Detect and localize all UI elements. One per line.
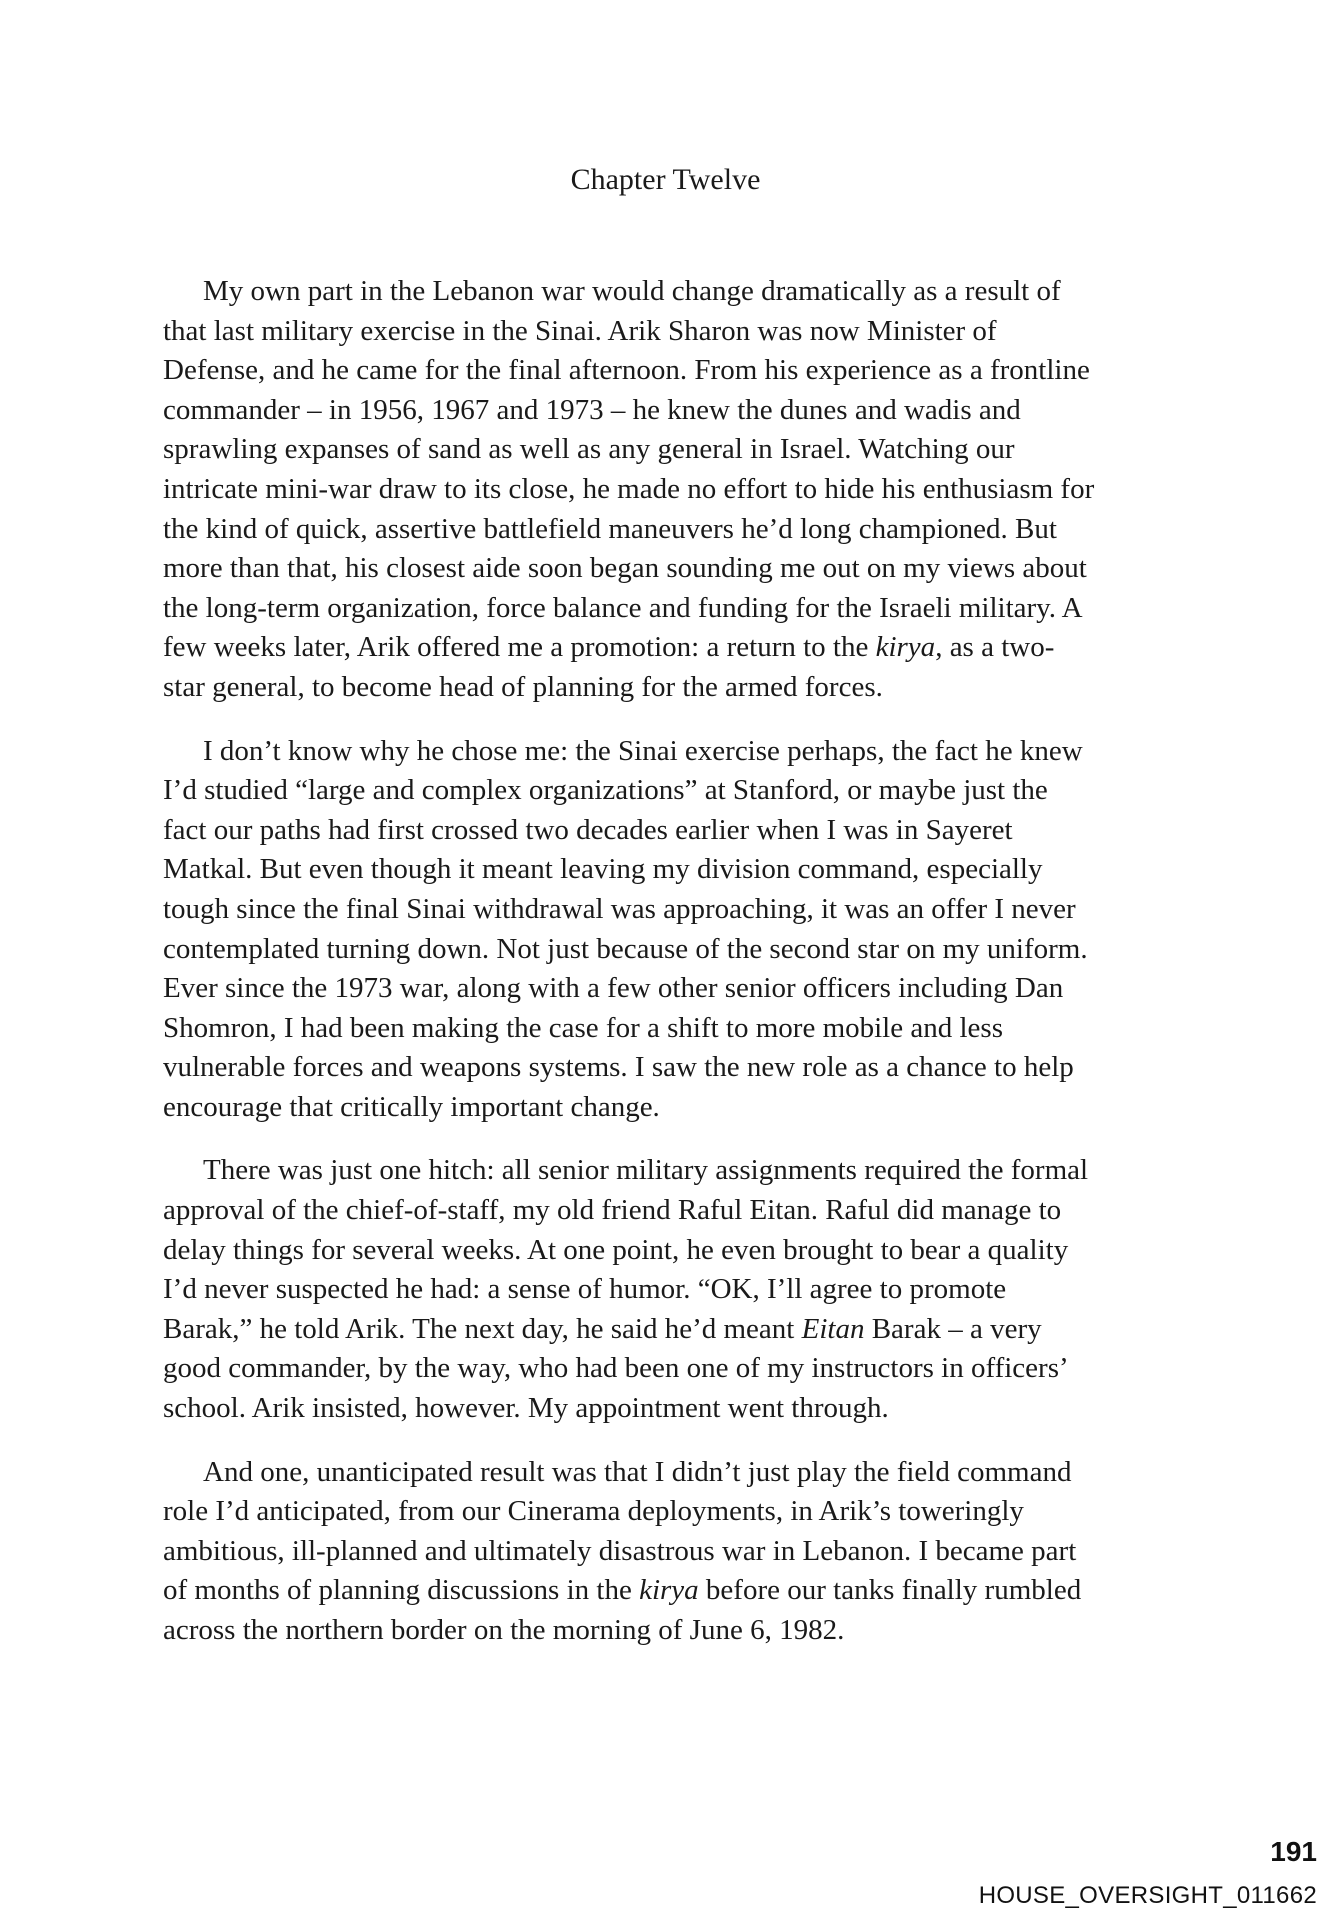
text-segment: school. Arik insisted, however. My appointment went through. bbox=[163, 1392, 889, 1425]
text-segment: contemplated turning down. Not just because of the second star on my uniform. bbox=[163, 932, 1088, 965]
text-segment: the long-term organization, force balance and funding for the Israeli military. A bbox=[163, 591, 1083, 624]
text-line bbox=[163, 470, 1173, 510]
text-segment: I’d studied “large and complex organizations” at Stanford, or maybe just the bbox=[163, 774, 1048, 807]
text-segment: of months of planning discussions in the bbox=[163, 1574, 640, 1607]
text-line bbox=[163, 351, 1173, 391]
text-segment: commander – in 1956, 1967 and 1973 – he knew the dunes and wadis and bbox=[163, 393, 1021, 426]
text-segment: intricate mini-war draw to its close, he made no effort to hide his enthusiasm for bbox=[163, 472, 1095, 505]
text-segment: Barak,” he told Arik. The next day, he said he’d meant bbox=[163, 1312, 802, 1345]
text-line bbox=[163, 272, 1173, 312]
text-line bbox=[163, 668, 1173, 708]
text-line bbox=[163, 1088, 1173, 1128]
text-segment: Matkal. But even though it meant leaving my division command, especially bbox=[163, 853, 1043, 886]
text-segment: good commander, by the way, who had been one of my instructors in officers’ bbox=[163, 1352, 1069, 1385]
text-line bbox=[163, 771, 1173, 811]
text-line bbox=[163, 430, 1173, 470]
text-line bbox=[163, 549, 1173, 589]
text-line bbox=[163, 1231, 1173, 1271]
text-segment: approval of the chief-of-staff, my old friend Raful Eitan. Raful did manage to bbox=[163, 1194, 1062, 1227]
text-line bbox=[163, 850, 1173, 890]
text-segment: My own part in the Lebanon war would change dramatically as a result of bbox=[203, 275, 1061, 307]
text-segment: star general, to become head of planning for the armed forces. bbox=[163, 670, 883, 703]
text-segment: And one, unanticipated result was that I didn’t just play the field command bbox=[203, 1455, 1072, 1488]
text-segment: , as a two- bbox=[935, 631, 1055, 664]
text-line bbox=[163, 1532, 1173, 1572]
text-line bbox=[163, 732, 1173, 772]
paragraph bbox=[163, 272, 1173, 708]
italic-text: kirya bbox=[639, 1574, 699, 1607]
text-line bbox=[163, 1453, 1173, 1493]
text-segment: few weeks later, Arik offered me a promotion: a return to the bbox=[163, 631, 876, 664]
text-line bbox=[163, 1492, 1173, 1532]
text-line bbox=[163, 628, 1173, 668]
text-line bbox=[163, 589, 1173, 629]
text-segment: role I’d anticipated, from our Cinerama deployments, in Arik’s toweringly bbox=[163, 1495, 1024, 1528]
text-segment: Shomron, I had been making the case for a shift to more mobile and less bbox=[163, 1011, 1003, 1044]
text-segment: tough since the final Sinai withdrawal was approaching, it was an offer I never bbox=[163, 892, 1076, 925]
paragraph bbox=[163, 1453, 1173, 1651]
text-segment: vulnerable forces and weapons systems. I saw the new role as a chance to help bbox=[163, 1051, 1074, 1084]
bates-stamp: HOUSE_OVERSIGHT_011662 bbox=[978, 1882, 1317, 1909]
text-segment: encourage that critically important change. bbox=[163, 1090, 660, 1123]
text-line bbox=[163, 969, 1173, 1009]
text-line bbox=[163, 510, 1173, 550]
text-segment: delay things for several weeks. At one point, he even brought to bear a quality bbox=[163, 1233, 1069, 1266]
text-line bbox=[163, 1611, 1173, 1651]
text-line bbox=[163, 1349, 1173, 1389]
text-line bbox=[163, 312, 1173, 352]
text-line bbox=[163, 930, 1173, 970]
text-segment: ambitious, ill-planned and ultimately disastrous war in Lebanon. I became part bbox=[163, 1534, 1077, 1567]
chapter-title: Chapter Twelve bbox=[570, 163, 761, 196]
text-segment: more than that, his closest aide soon began sounding me out on my views about bbox=[163, 552, 1087, 585]
italic-text: kirya bbox=[875, 631, 936, 664]
text-segment: that last military exercise in the Sinai. Arik Sharon was now Minister of bbox=[163, 314, 997, 347]
text-segment: Ever since the 1973 war, along with a few other senior officers including Dan bbox=[163, 972, 1064, 1005]
text-segment: fact our paths had first crossed two decades earlier when I was in Sayeret bbox=[163, 813, 1013, 846]
paragraph bbox=[163, 1151, 1173, 1428]
text-segment: There was just one hitch: all senior military assignments required the formal bbox=[203, 1154, 1089, 1187]
italic-text: Eitan bbox=[801, 1312, 865, 1345]
paragraph bbox=[163, 732, 1173, 1128]
text-line bbox=[163, 391, 1173, 431]
text-line bbox=[163, 890, 1173, 930]
text-segment: Barak – a very bbox=[864, 1312, 1042, 1345]
text-segment: I’d never suspected he had: a sense of humor. “OK, I’ll agree to promote bbox=[163, 1273, 1007, 1306]
text-line bbox=[163, 1270, 1173, 1310]
text-segment: the kind of quick, assertive battlefield maneuvers he’d long championed. But bbox=[163, 512, 1057, 545]
text-line bbox=[163, 1389, 1173, 1429]
text-segment: I don’t know why he chose me: the Sinai exercise perhaps, the fact he knew bbox=[203, 734, 1083, 767]
text-line bbox=[163, 1009, 1173, 1049]
text-line bbox=[163, 811, 1173, 851]
page-number: 191 bbox=[1270, 1836, 1317, 1867]
text-line bbox=[163, 1571, 1173, 1611]
text-line bbox=[163, 1151, 1173, 1191]
text-line bbox=[163, 1048, 1173, 1088]
text-line bbox=[163, 1310, 1173, 1350]
text-segment: before our tanks finally rumbled bbox=[698, 1574, 1082, 1607]
text-line bbox=[163, 1191, 1173, 1231]
body-text bbox=[163, 272, 1173, 1675]
text-segment: across the northern border on the morning of June 6, 1982. bbox=[163, 1614, 845, 1646]
text-segment: sprawling expanses of sand as well as any general in Israel. Watching our bbox=[163, 433, 1015, 466]
text-segment: Defense, and he came for the final afternoon. From his experience as a frontline bbox=[163, 354, 1090, 387]
